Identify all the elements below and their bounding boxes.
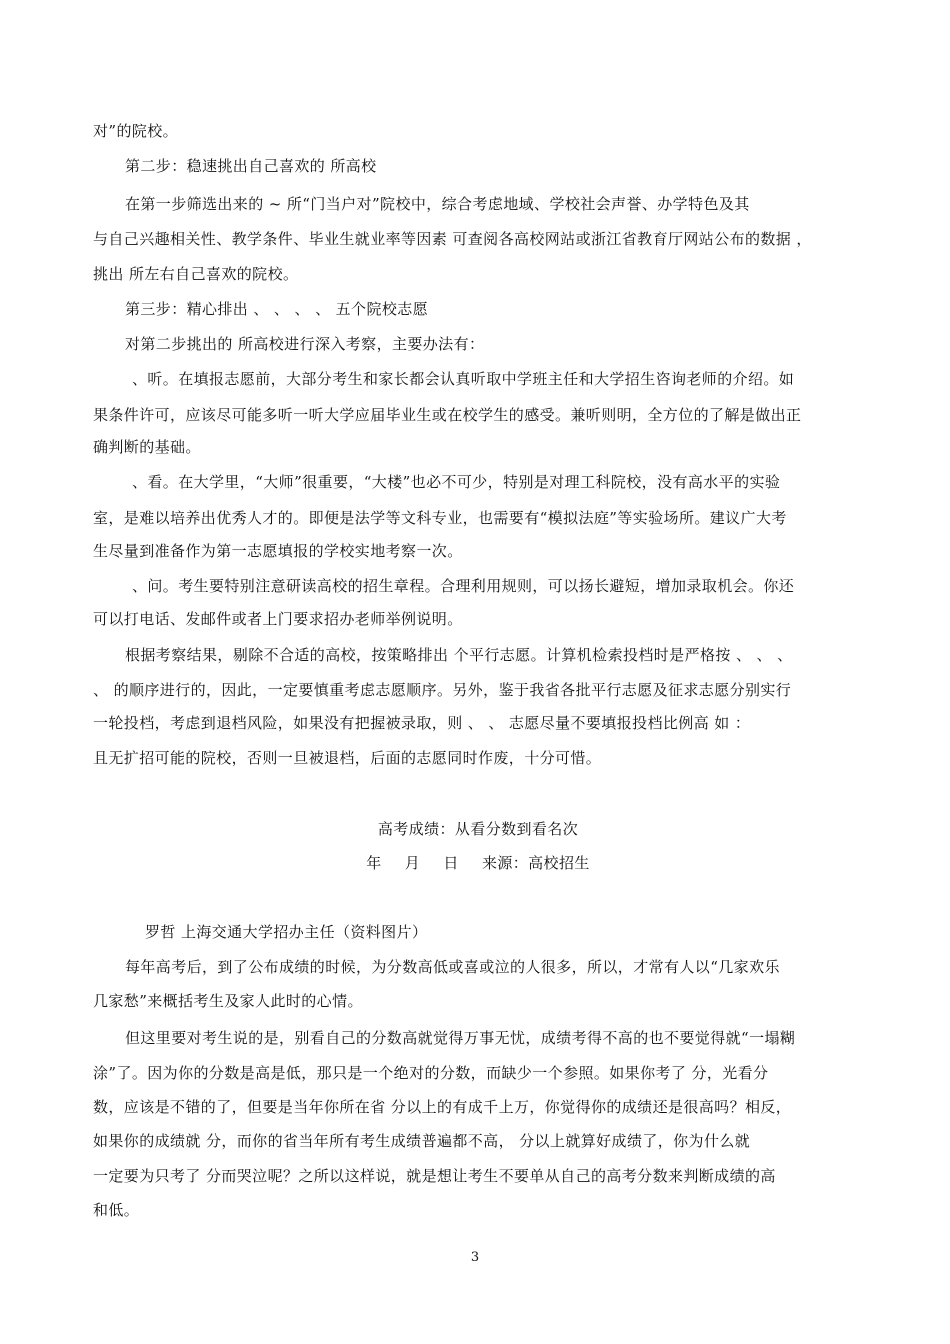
article-date-source: 年 月 日 来源：高校招生 [366, 854, 590, 872]
paragraph-line: 、 的顺序进行的，因此，一定要慎重考虑志愿顺序。另外，鉴于我省各批平行志愿及征求志愿分别实行 [93, 681, 792, 699]
paragraph-line: 生尽量到准备作为第一志愿填报的学校实地考察一次。 [93, 542, 463, 560]
paragraph-line: 在第一步筛选出来的 ~ 所“门当户对”院校中，综合考虑地域、学校社会声誉、办学特色及其 [125, 195, 750, 213]
paragraph-line: 涂”了。因为你的分数是高是低，那只是一个绝对的分数，而缺少一个参照。如果你考了 分，光看分 [93, 1064, 769, 1082]
step-three-heading: 第三步：精心排出 、 、 、 、 五个院校志愿 [125, 300, 429, 318]
paragraph-line: 、问。考生要特别注意研读高校的招生章程。合理利用规则，可以扬长避短，增加录取机会。你还 [132, 577, 795, 595]
paragraph-line: 几家愁”来概括考生及家人此时的心情。 [93, 992, 363, 1010]
paragraph-line: 、听。在填报志愿前，大部分考生和家长都会认真听取中学班主任和大学招生咨询老师的介绍。如 [132, 370, 795, 388]
paragraph-line: 一定要为只考了 分而哭泣呢？之所以这样说，就是想让考生不要单从自己的高考分数来判断成绩的高 [93, 1167, 776, 1185]
paragraph-line: 可以打电话、发邮件或者上门要求招办老师举例说明。 [93, 610, 463, 628]
paragraph-line: 果条件许可，应该尽可能多听一听大学应届毕业生或在校学生的感受。兼听则明，全方位的了解是做出正 [93, 406, 802, 424]
page-number: 3 [470, 1250, 480, 1265]
paragraph-line: 如果你的成绩就 分，而你的省当年所有考生成绩普遍都不高， 分以上就算好成绩了，你为什么就 [93, 1132, 751, 1150]
paragraph-line: 对”的院校。 [93, 122, 179, 140]
step-two-heading: 第二步：稳速挑出自己喜欢的 所高校 [125, 157, 377, 175]
paragraph-line: 与自己兴趣相关性、教学条件、毕业生就业率等因素 可查阅各高校网站或浙江省教育厅网站公布的数据 ， [93, 230, 812, 248]
image-caption: 罗哲 上海交通大学招办主任（资料图片） [145, 923, 428, 941]
paragraph-line: 、看。在大学里，“大师”很重要，“大楼”也必不可少，特别是对理工科院校，没有高水平的实验 [132, 473, 781, 491]
paragraph-line: 确判断的基础。 [93, 438, 201, 456]
article-title: 高考成绩：从看分数到看名次 [377, 820, 579, 838]
paragraph-line: 但这里要对考生说的是，别看自己的分数高就觉得万事无忧，成绩考得不高的也不要觉得就“一塌糊 [125, 1029, 796, 1047]
paragraph-line: 一轮投档，考虑到退档风险，如果没有把握被录取，则 、 、 志愿尽量不要填报投档比例高 如 ： [93, 714, 751, 732]
paragraph-line: 室，是难以培养出优秀人才的。即便是法学等文科专业，也需要有“模拟法庭”等实验场所。建议广大考 [93, 509, 787, 527]
paragraph-line: 且无扩招可能的院校，否则一旦被退档，后面的志愿同时作废，十分可惜。 [93, 749, 602, 767]
paragraph-line: 根据考察结果，剔除不合适的高校，按策略排出 个平行志愿。计算机检索投档时是严格按 、 、 、 [125, 646, 793, 664]
paragraph-line: 数，应该是不错的了，但要是当年你所在省 分以上的有成千上万，你觉得你的成绩还是很高吗？相反， [93, 1098, 792, 1116]
paragraph-line: 挑出 所左右自己喜欢的院校。 [93, 265, 299, 283]
paragraph-line: 每年高考后，到了公布成绩的时候，为分数高低或喜或泣的人很多，所以，才常有人以“几家欢乐 [125, 958, 780, 976]
paragraph-line: 对第二步挑出的 所高校进行深入考察，主要办法有： [125, 335, 485, 353]
paragraph-line: 和低。 [93, 1201, 140, 1219]
